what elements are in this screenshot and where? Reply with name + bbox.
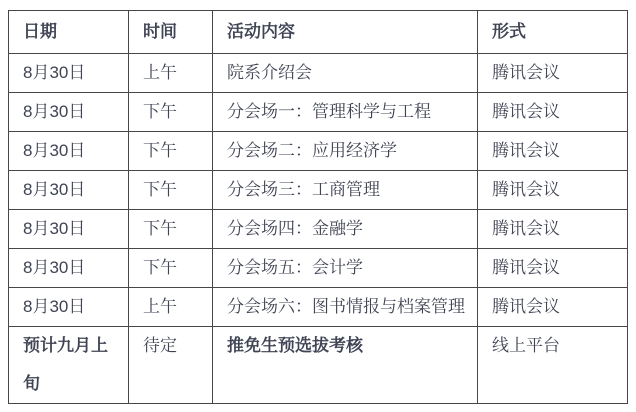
date-cell: 8月30日 xyxy=(9,93,129,132)
time-cell: 下午 xyxy=(129,210,213,249)
table-row xyxy=(9,93,628,132)
time-cell: 上午 xyxy=(129,288,213,327)
format-cell: 腾讯会议 xyxy=(478,171,628,210)
table-row xyxy=(9,288,628,327)
format-cell: 腾讯会议 xyxy=(478,132,628,171)
format-cell: 腾讯会议 xyxy=(478,288,628,327)
time-cell: 待定 xyxy=(129,327,213,404)
activity-cell: 分会场五：会计学 xyxy=(213,249,478,288)
activity-cell: 分会场二：应用经济学 xyxy=(213,132,478,171)
format-cell: 腾讯会议 xyxy=(478,249,628,288)
date-cell: 8月30日 xyxy=(9,249,129,288)
activity-cell: 推免生预选拔考核 xyxy=(213,327,478,404)
table-row xyxy=(9,327,628,404)
column-header-activity: 活动内容 xyxy=(213,11,478,54)
column-header-time: 时间 xyxy=(129,11,213,54)
format-cell: 腾讯会议 xyxy=(478,54,628,93)
format-cell: 腾讯会议 xyxy=(478,210,628,249)
date-cell: 8月30日 xyxy=(9,54,129,93)
table-row xyxy=(9,171,628,210)
time-cell: 下午 xyxy=(129,171,213,210)
activity-cell: 分会场一：管理科学与工程 xyxy=(213,93,478,132)
format-cell: 线上平台 xyxy=(478,327,628,404)
activity-cell: 分会场四：金融学 xyxy=(213,210,478,249)
time-cell: 上午 xyxy=(129,54,213,93)
activity-cell: 院系介绍会 xyxy=(213,54,478,93)
table-row xyxy=(9,54,628,93)
date-cell: 8月30日 xyxy=(9,210,129,249)
date-cell: 8月30日 xyxy=(9,171,129,210)
column-header-format: 形式 xyxy=(478,11,628,54)
time-cell: 下午 xyxy=(129,132,213,171)
time-cell: 下午 xyxy=(129,249,213,288)
activity-cell: 分会场六：图书情报与档案管理 xyxy=(213,288,478,327)
table-row xyxy=(9,132,628,171)
table-row xyxy=(9,249,628,288)
date-cell: 8月30日 xyxy=(9,288,129,327)
table-row xyxy=(9,210,628,249)
date-cell: 8月30日 xyxy=(9,132,129,171)
date-cell: 预计九月上旬 xyxy=(9,327,129,404)
header-row xyxy=(9,11,628,54)
activity-cell: 分会场三：工商管理 xyxy=(213,171,478,210)
time-cell: 下午 xyxy=(129,93,213,132)
column-header-date: 日期 xyxy=(9,11,129,54)
schedule-table xyxy=(8,10,628,404)
format-cell: 腾讯会议 xyxy=(478,93,628,132)
